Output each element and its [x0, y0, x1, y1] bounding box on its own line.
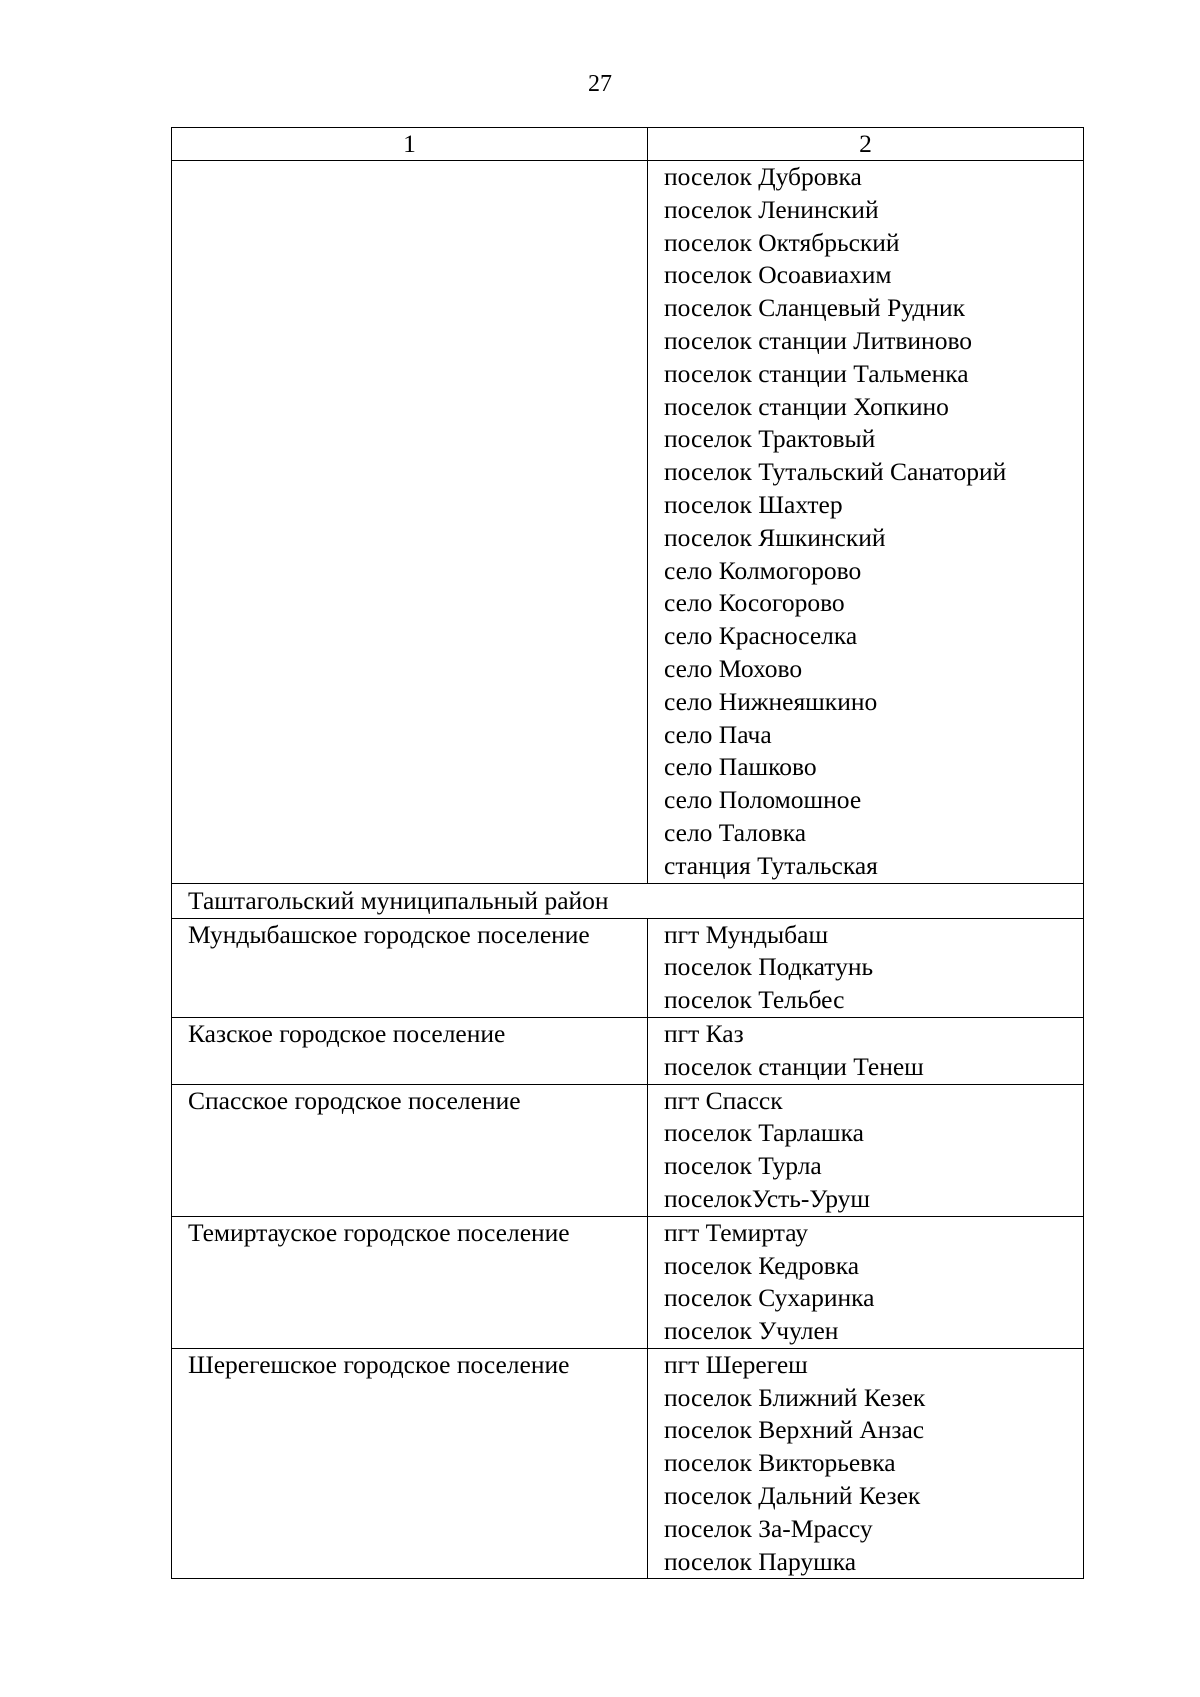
place-item: пгт Спасск — [664, 1085, 783, 1115]
place-item: село Нижнеяшкино — [664, 686, 878, 716]
place-item: поселок Шахтер — [664, 489, 843, 519]
place-item: пгт Шерегеш — [664, 1349, 808, 1379]
place-item: пгт Темиртау — [664, 1217, 808, 1247]
place-item: поселок Верхний Анзас — [664, 1415, 925, 1445]
places-cell — [648, 1017, 1084, 1084]
place-item: поселок Октябрьский — [664, 227, 900, 257]
place-item: поселок станции Тальменка — [664, 358, 969, 388]
places-list — [664, 1085, 1079, 1216]
places-list — [664, 161, 1079, 883]
place-item: поселок станции Хопкино — [664, 391, 949, 421]
places-list — [664, 1217, 1079, 1348]
place-item: поселок Ближний Кезек — [664, 1382, 926, 1412]
district-name: Таштагольский муниципальный район — [172, 883, 1084, 918]
column-header-2: 2 — [648, 128, 1084, 161]
settlement-name-cell: Темиртауское городское поселение — [172, 1216, 648, 1348]
place-item: поселок Яшкинский — [664, 522, 886, 552]
place-item: село Поломошное — [664, 785, 862, 815]
place-item: село Пашково — [664, 752, 817, 782]
settlement-name-cell: Шерегешское городское поселение — [172, 1348, 648, 1579]
settlement-name-cell — [172, 161, 648, 884]
place-item: поселок Турла — [664, 1151, 822, 1181]
place-item: поселок Ленинский — [664, 194, 879, 224]
places-cell — [648, 161, 1084, 884]
table-row — [172, 1084, 1084, 1216]
table-row — [172, 1216, 1084, 1348]
table-row — [172, 918, 1084, 1017]
place-item: поселок Кедровка — [664, 1250, 860, 1280]
place-item: поселокУсть-Уруш — [664, 1183, 871, 1213]
place-item: поселок Парушка — [664, 1546, 857, 1576]
column-header-1: 1 — [172, 128, 648, 161]
table-header-row — [172, 128, 1084, 161]
place-item: поселок Дальний Кезек — [664, 1481, 921, 1511]
place-item: поселок Тутальский Санаторий — [664, 457, 1007, 487]
place-item: пгт Мундыбаш — [664, 919, 829, 949]
table-row — [172, 1017, 1084, 1084]
place-item: село Колмогорово — [664, 555, 862, 585]
place-item: поселок Сланцевый Рудник — [664, 293, 966, 323]
place-item: село Таловка — [664, 817, 807, 847]
district-row — [172, 883, 1084, 918]
place-item: поселок Викторьевка — [664, 1448, 896, 1478]
places-list — [664, 1349, 1079, 1579]
place-item: поселок Дубровка — [664, 162, 862, 191]
places-list — [664, 1018, 1079, 1084]
continuation-row — [172, 161, 1084, 884]
place-item: поселок Учулен — [664, 1316, 839, 1346]
settlements-table — [171, 127, 1084, 1579]
place-item: поселок За-Мрассу — [664, 1513, 873, 1543]
place-item: поселок Тельбес — [664, 985, 845, 1015]
place-item: поселок Тарлашка — [664, 1118, 864, 1148]
table-row — [172, 1348, 1084, 1579]
place-item: поселок Подкатунь — [664, 952, 874, 982]
place-item: поселок Осоавиахим — [664, 260, 892, 290]
place-item: поселок Сухаринка — [664, 1283, 875, 1313]
settlement-name-cell: Мундыбашское городское поселение — [172, 918, 648, 1017]
place-item: село Мохово — [664, 653, 803, 683]
places-cell — [648, 1216, 1084, 1348]
place-item: пгт Каз — [664, 1018, 744, 1048]
page-number: 27 — [588, 71, 612, 97]
places-cell — [648, 918, 1084, 1017]
places-cell — [648, 1348, 1084, 1579]
settlement-name-cell: Казское городское поселение — [172, 1017, 648, 1084]
place-item: станция Тутальская — [664, 850, 878, 880]
places-cell — [648, 1084, 1084, 1216]
place-item: село Пача — [664, 719, 772, 749]
place-item: поселок станции Литвиново — [664, 325, 973, 355]
place-item: поселок Трактовый — [664, 424, 876, 454]
settlement-name-cell: Спасское городское поселение — [172, 1084, 648, 1216]
place-item: село Красноселка — [664, 621, 858, 651]
place-item: село Косогорово — [664, 588, 845, 618]
place-item: поселок станции Тенеш — [664, 1051, 924, 1081]
places-list — [664, 919, 1079, 1017]
